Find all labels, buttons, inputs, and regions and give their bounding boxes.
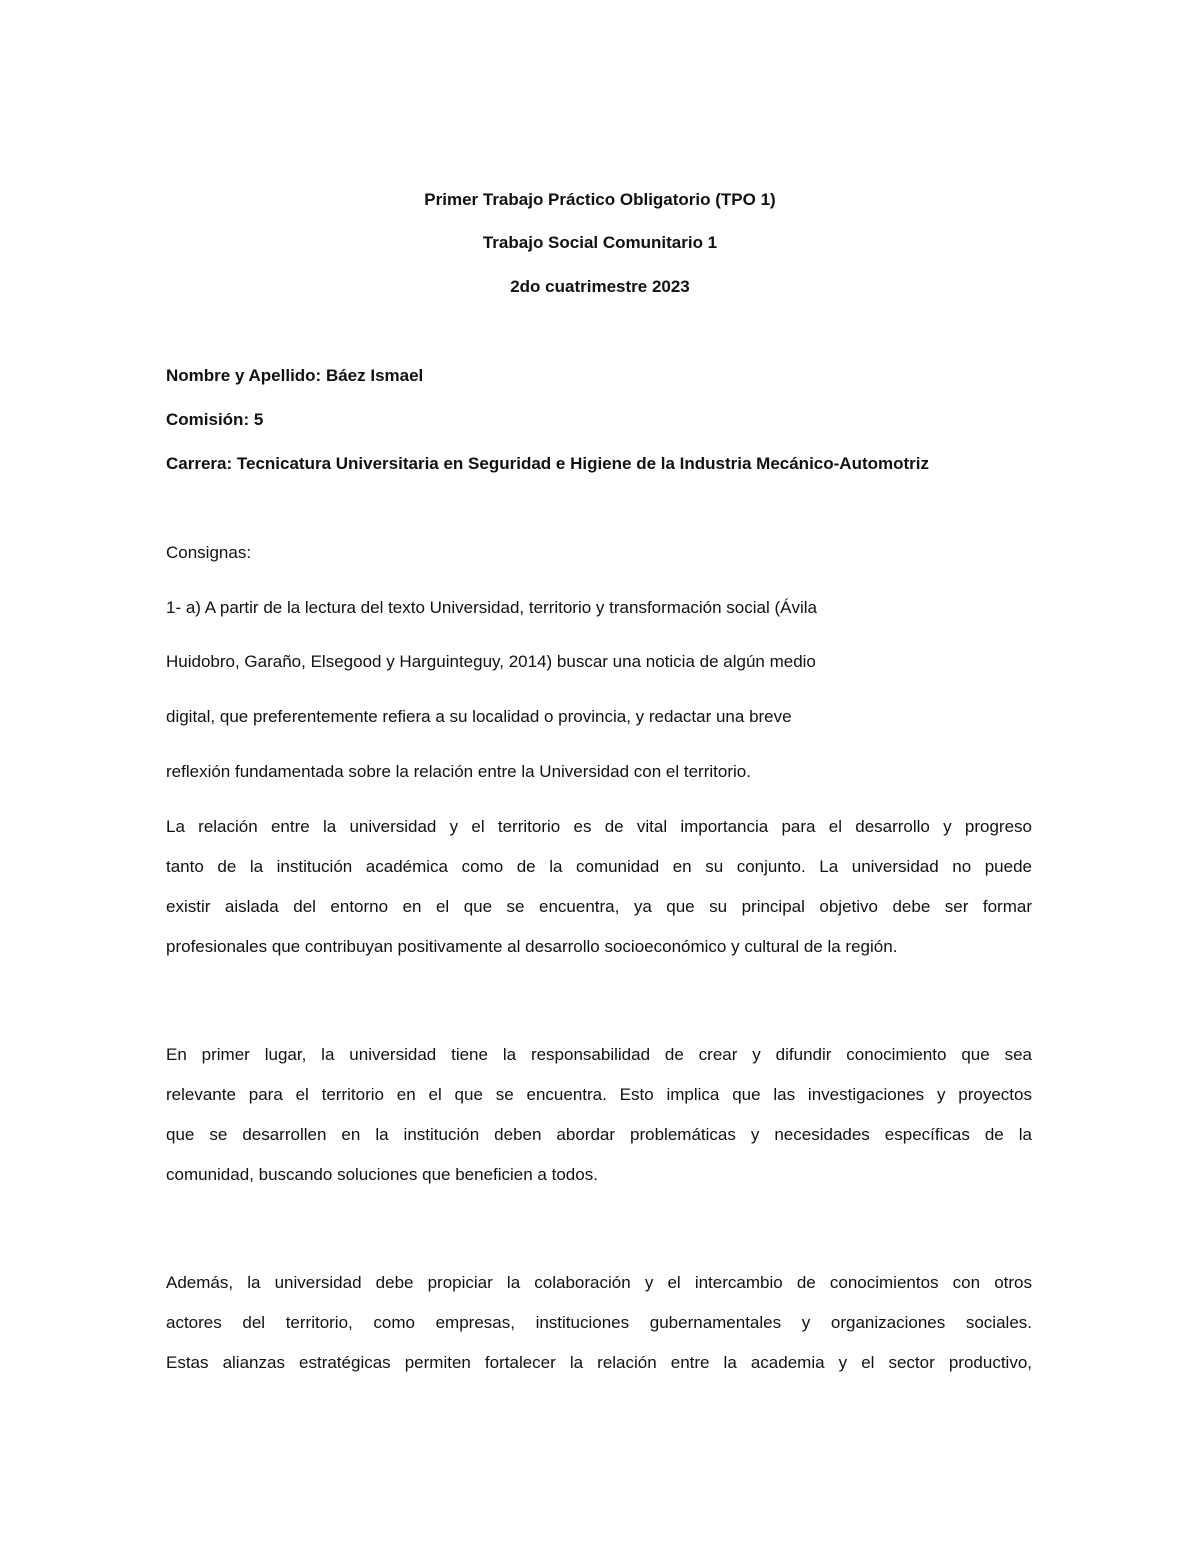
subject-line: Trabajo Social Comunitario 1 [482, 233, 718, 252]
document-title: Primer Trabajo Práctico Obligatorio (TPO 1) [424, 190, 776, 209]
commission-line: Comisión: 5 [166, 410, 264, 429]
paragraph-line: actores del territorio, como empresas, instituciones gubernamentales y organizaciones sociales. [166, 1313, 1032, 1332]
instruction-line: digital, que preferentemente refiera a su localidad o provincia, y redactar una breve [166, 707, 792, 726]
paragraph-line: tanto de la institución académica como de la comunidad en su conjunto. La universidad no puede [166, 857, 1032, 876]
career-line: Carrera: Tecnicatura Universitaria en Seguridad e Higiene de la Industria Mecánico-Automotriz [166, 454, 929, 473]
paragraph-line: Además, la universidad debe propiciar la colaboración y el intercambio de conocimientos con otros [166, 1273, 1032, 1292]
instruction-line: reflexión fundamentada sobre la relación entre la Universidad con el territorio. [166, 762, 751, 781]
student-name-line: Nombre y Apellido: Báez Ismael [166, 366, 424, 385]
paragraph-line: profesionales que contribuyan positivamente al desarrollo socioeconómico y cultural de la región. [166, 937, 898, 956]
paragraph-line: En primer lugar, la universidad tiene la responsabilidad de crear y difundir conocimiento que sea [166, 1045, 1032, 1064]
instruction-line: 1- a) A partir de la lectura del texto Universidad, territorio y transformación social (Ávila [166, 598, 817, 617]
paragraph-line: La relación entre la universidad y el territorio es de vital importancia para el desarrollo y progreso [166, 817, 1032, 836]
paragraph-line: Estas alianzas estratégicas permiten fortalecer la relación entre la academia y el sector productivo, [166, 1353, 1032, 1372]
paragraph-line: relevante para el territorio en el que se encuentra. Esto implica que las investigaciones y proyectos [166, 1085, 1032, 1104]
term-line: 2do cuatrimestre 2023 [510, 277, 690, 296]
paragraph-line: que se desarrollen en la institución deben abordar problemáticas y necesidades específicas de la [166, 1125, 1032, 1144]
instructions-heading: Consignas: [166, 543, 252, 562]
paragraph-line: comunidad, buscando soluciones que beneficien a todos. [166, 1165, 598, 1184]
paragraph-line: existir aislada del entorno en el que se encuentra, ya que su principal objetivo debe ser formar [166, 897, 1032, 916]
instruction-line: Huidobro, Garaño, Elsegood y Harguinteguy, 2014) buscar una noticia de algún medio [166, 652, 816, 671]
